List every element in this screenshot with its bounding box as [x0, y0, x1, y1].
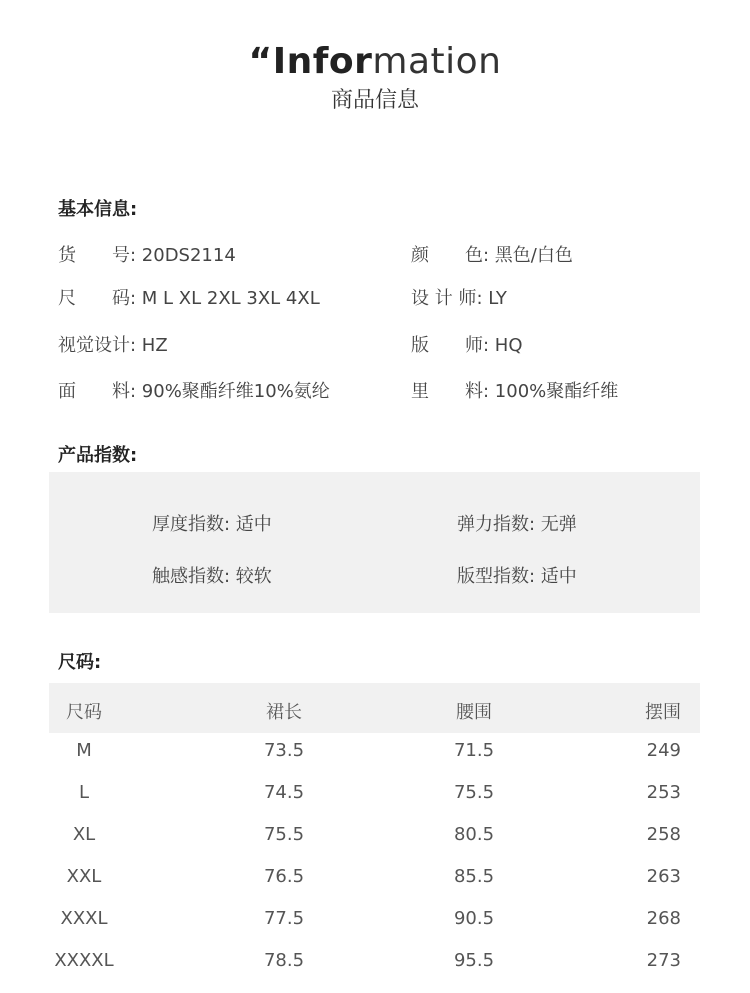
table-cell-waist: 80.5: [453, 824, 495, 845]
info-item-fabric: 面 料: 90%聚酯纤维10%氨纶: [58, 381, 330, 402]
column-header-hem: 摆围: [645, 702, 681, 723]
info-item-pattern-maker: 版 师: HQ: [411, 335, 523, 356]
table-cell-skirt-length: 78.5: [263, 950, 305, 971]
table-cell-hem: 273: [646, 950, 681, 971]
table-cell-skirt-length: 74.5: [263, 782, 305, 803]
index-thickness: 厚度指数: 适中: [152, 514, 272, 535]
product-index-heading: 产品指数:: [58, 445, 138, 466]
index-touch: 触感指数: 较软: [152, 566, 272, 587]
table-cell-size: L: [78, 782, 90, 803]
table-cell-hem: 268: [646, 908, 681, 929]
page-subtitle: 商品信息: [330, 88, 419, 113]
table-cell-hem: 263: [646, 866, 681, 887]
table-cell-skirt-length: 77.5: [263, 908, 305, 929]
table-cell-waist: 75.5: [453, 782, 495, 803]
info-item-visual-design: 视觉设计: HZ: [58, 335, 168, 356]
info-item-sizes: 尺 码: M L XL 2XL 3XL 4XL: [58, 288, 320, 309]
table-cell-skirt-length: 76.5: [263, 866, 305, 887]
table-cell-waist: 90.5: [453, 908, 495, 929]
info-item-designer: 设 计 师: LY: [411, 288, 507, 309]
info-item-article-no: 货 号: 20DS2114: [58, 245, 236, 266]
column-header-skirt-length: 裙长: [266, 702, 302, 723]
table-cell-size: XXXL: [60, 908, 108, 929]
info-item-lining: 里 料: 100%聚酯纤维: [411, 381, 619, 402]
table-cell-size: M: [76, 740, 92, 761]
table-cell-waist: 85.5: [453, 866, 495, 887]
table-cell-waist: 71.5: [453, 740, 495, 761]
column-header-size: 尺码: [66, 702, 102, 723]
page-title: [0, 40, 750, 84]
table-cell-hem: 249: [646, 740, 681, 761]
product-index-box: [49, 472, 700, 613]
index-fit: 版型指数: 适中: [457, 566, 577, 587]
title-quote-mark: “: [248, 41, 273, 82]
table-cell-hem: 253: [646, 782, 681, 803]
size-table-heading: 尺码:: [58, 652, 102, 673]
table-cell-size: XL: [72, 824, 96, 845]
title-light-part: mation: [372, 41, 502, 82]
table-cell-skirt-length: 73.5: [263, 740, 305, 761]
index-elasticity: 弹力指数: 无弹: [457, 514, 577, 535]
column-header-waist: 腰围: [456, 702, 492, 723]
table-cell-hem: 258: [646, 824, 681, 845]
table-cell-size: XXL: [66, 866, 102, 887]
page-header: [0, 40, 750, 116]
title-bold-part: Infor: [272, 41, 373, 82]
info-item-color: 颜 色: 黑色/白色: [411, 245, 573, 266]
basic-info-heading: 基本信息:: [58, 199, 138, 220]
table-cell-waist: 95.5: [453, 950, 495, 971]
table-cell-skirt-length: 75.5: [263, 824, 305, 845]
table-cell-size: XXXXL: [54, 950, 114, 971]
